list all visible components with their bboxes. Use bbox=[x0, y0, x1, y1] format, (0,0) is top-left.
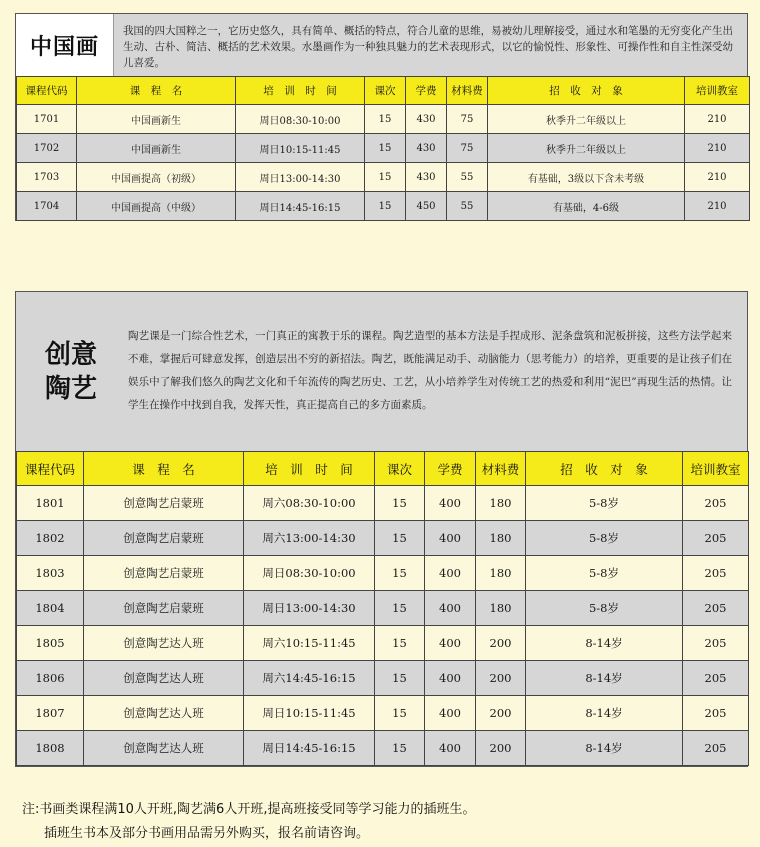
cell-classroom: 205 bbox=[683, 486, 749, 521]
cell-material-fee: 200 bbox=[476, 696, 526, 731]
cell-course-code: 1803 bbox=[17, 556, 84, 591]
cell-course-code: 1702 bbox=[17, 134, 77, 163]
cell-tuition: 430 bbox=[406, 105, 447, 134]
cell-sessions: 15 bbox=[375, 696, 425, 731]
cell-target-students: 5-8岁 bbox=[526, 521, 683, 556]
cell-course-name: 中国画提高（初级） bbox=[77, 163, 236, 192]
note-line-2: 插班生书本及部分书画用品需另外购买，报名前请咨询。 bbox=[44, 826, 370, 841]
cell-course-name: 创意陶艺启蒙班 bbox=[84, 521, 244, 556]
cell-tuition: 450 bbox=[406, 192, 447, 221]
table-row bbox=[17, 486, 749, 521]
cell-material-fee: 75 bbox=[447, 105, 488, 134]
cell-training-time: 周日08:30-10:00 bbox=[244, 556, 375, 591]
cell-sessions: 15 bbox=[375, 626, 425, 661]
cell-course-name: 创意陶艺达人班 bbox=[84, 696, 244, 731]
cell-sessions: 15 bbox=[365, 134, 406, 163]
cell-tuition: 430 bbox=[406, 134, 447, 163]
cell-target-students: 5-8岁 bbox=[526, 591, 683, 626]
cell-course-name: 创意陶艺启蒙班 bbox=[84, 591, 244, 626]
cell-course-name: 中国画提高（中级） bbox=[77, 192, 236, 221]
header-material-fee: 材料费 bbox=[447, 77, 488, 105]
cell-classroom: 205 bbox=[683, 696, 749, 731]
cell-sessions: 15 bbox=[375, 521, 425, 556]
section-title-line-2: 陶艺 bbox=[44, 373, 97, 404]
section-title bbox=[16, 292, 126, 451]
cell-tuition: 400 bbox=[425, 696, 476, 731]
header-target-students: 招 收 对 象 bbox=[488, 77, 685, 105]
cell-classroom: 205 bbox=[683, 521, 749, 556]
cell-material-fee: 200 bbox=[476, 661, 526, 696]
cell-tuition: 400 bbox=[425, 731, 476, 766]
cell-training-time: 周日14:45-16:15 bbox=[236, 192, 365, 221]
cell-course-code: 1805 bbox=[17, 626, 84, 661]
cell-training-time: 周日13:00-14:30 bbox=[236, 163, 365, 192]
header-training-time: 培 训 时 间 bbox=[236, 77, 365, 105]
cell-target-students: 5-8岁 bbox=[526, 556, 683, 591]
cell-material-fee: 180 bbox=[476, 521, 526, 556]
cell-course-name: 创意陶艺启蒙班 bbox=[84, 556, 244, 591]
cell-sessions: 15 bbox=[375, 661, 425, 696]
cell-tuition: 400 bbox=[425, 591, 476, 626]
note-line-1: 注:书画类课程满10人开班,陶艺满6人开班,提高班接受同等学习能力的插班生。 bbox=[22, 802, 476, 817]
cell-tuition: 430 bbox=[406, 163, 447, 192]
table-row bbox=[17, 696, 749, 731]
cell-training-time: 周日08:30-10:00 bbox=[236, 105, 365, 134]
cell-classroom: 210 bbox=[685, 105, 750, 134]
cell-sessions: 15 bbox=[375, 591, 425, 626]
table-row bbox=[17, 626, 749, 661]
cell-training-time: 周六10:15-11:45 bbox=[244, 626, 375, 661]
cell-target-students: 8-14岁 bbox=[526, 731, 683, 766]
table-row bbox=[17, 591, 749, 626]
cell-training-time: 周六13:00-14:30 bbox=[244, 521, 375, 556]
section-header bbox=[16, 14, 747, 76]
cell-target-students: 秋季升二年级以上 bbox=[488, 105, 685, 134]
cell-sessions: 15 bbox=[375, 731, 425, 766]
cell-course-code: 1802 bbox=[17, 521, 84, 556]
cell-classroom: 210 bbox=[685, 134, 750, 163]
cell-sessions: 15 bbox=[375, 486, 425, 521]
cell-course-name: 中国画新生 bbox=[77, 105, 236, 134]
cell-course-code: 1703 bbox=[17, 163, 77, 192]
cell-course-name: 创意陶艺达人班 bbox=[84, 661, 244, 696]
table-row bbox=[17, 556, 749, 591]
cell-material-fee: 180 bbox=[476, 556, 526, 591]
cell-training-time: 周六14:45-16:15 bbox=[244, 661, 375, 696]
section-title: 中国画 bbox=[16, 14, 114, 76]
header-course-code: 课程代码 bbox=[17, 452, 84, 486]
cell-tuition: 400 bbox=[425, 661, 476, 696]
cell-material-fee: 75 bbox=[447, 134, 488, 163]
header-classroom: 培训教室 bbox=[683, 452, 749, 486]
section-intro: 我国的四大国粹之一，它历史悠久，具有简单、概括的特点，符合儿童的思维，易被幼儿理解接受，通过水和笔墨的无穷变化产生出生动、古朴、简洁、概括的艺术效果。水墨画作为一种独具魅力的艺术表现形式，以它的愉悦性、形象性、可操作性和自主性深受幼儿喜爱。 bbox=[123, 25, 733, 69]
header-course-code: 课程代码 bbox=[17, 77, 77, 105]
cell-sessions: 15 bbox=[365, 192, 406, 221]
cell-tuition: 400 bbox=[425, 556, 476, 591]
cell-material-fee: 180 bbox=[476, 591, 526, 626]
chinese-painting-section bbox=[15, 13, 748, 221]
table-header-row bbox=[17, 77, 750, 105]
table-row bbox=[17, 192, 750, 221]
course-table bbox=[16, 76, 750, 221]
table-row bbox=[17, 134, 750, 163]
cell-tuition: 400 bbox=[425, 486, 476, 521]
header-tuition: 学费 bbox=[406, 77, 447, 105]
cell-course-code: 1807 bbox=[17, 696, 84, 731]
cell-course-code: 1808 bbox=[17, 731, 84, 766]
table-row bbox=[17, 731, 749, 766]
cell-course-name: 中国画新生 bbox=[77, 134, 236, 163]
cell-target-students: 8-14岁 bbox=[526, 661, 683, 696]
cell-material-fee: 55 bbox=[447, 192, 488, 221]
table-header-row bbox=[17, 452, 749, 486]
section-intro: 陶艺课是一门综合性艺术，一门真正的寓教于乐的课程。陶艺造型的基本方法是手捏成形、泥条盘筑和泥板拼接，这些方法学起来不难，掌握后可肆意发挥，创造层出不穷的新招法。陶艺，既能满足动手、动脑能力（思考能力）的培养，更重要的是让孩子们在娱乐中了解我们悠久的陶艺文化和千年流传的陶艺历史、工艺，从小培养学生对传统工艺的热爱和利用“泥巴”再现生活的热情。让学生在操作中找到自我，发挥天性，真正提高自己的多方面素质。 bbox=[128, 330, 732, 411]
header-sessions: 课次 bbox=[365, 77, 406, 105]
cell-classroom: 205 bbox=[683, 731, 749, 766]
cell-course-code: 1806 bbox=[17, 661, 84, 696]
cell-classroom: 205 bbox=[683, 626, 749, 661]
cell-classroom: 210 bbox=[685, 192, 750, 221]
table-row bbox=[17, 521, 749, 556]
cell-target-students: 5-8岁 bbox=[526, 486, 683, 521]
cell-training-time: 周六08:30-10:00 bbox=[244, 486, 375, 521]
section-title-line-1: 创意 bbox=[44, 339, 97, 370]
cell-tuition: 400 bbox=[425, 521, 476, 556]
table-body bbox=[17, 486, 749, 766]
cell-classroom: 205 bbox=[683, 661, 749, 696]
cell-course-code: 1804 bbox=[17, 591, 84, 626]
cell-classroom: 205 bbox=[683, 591, 749, 626]
cell-target-students: 有基础，3级以下含未考级 bbox=[488, 163, 685, 192]
table-row bbox=[17, 163, 750, 192]
cell-training-time: 周日14:45-16:15 bbox=[244, 731, 375, 766]
cell-material-fee: 55 bbox=[447, 163, 488, 192]
cell-material-fee: 200 bbox=[476, 731, 526, 766]
cell-tuition: 400 bbox=[425, 626, 476, 661]
cell-classroom: 205 bbox=[683, 556, 749, 591]
cell-course-code: 1701 bbox=[17, 105, 77, 134]
cell-course-code: 1704 bbox=[17, 192, 77, 221]
header-classroom: 培训教室 bbox=[685, 77, 750, 105]
header-tuition: 学费 bbox=[425, 452, 476, 486]
header-sessions: 课次 bbox=[375, 452, 425, 486]
cell-sessions: 15 bbox=[365, 163, 406, 192]
cell-classroom: 210 bbox=[685, 163, 750, 192]
table-row bbox=[17, 661, 749, 696]
cell-material-fee: 180 bbox=[476, 486, 526, 521]
cell-training-time: 周日10:15-11:45 bbox=[244, 696, 375, 731]
cell-training-time: 周日13:00-14:30 bbox=[244, 591, 375, 626]
cell-target-students: 秋季升二年级以上 bbox=[488, 134, 685, 163]
header-material-fee: 材料费 bbox=[476, 452, 526, 486]
cell-course-name: 创意陶艺达人班 bbox=[84, 731, 244, 766]
header-course-name: 课 程 名 bbox=[84, 452, 244, 486]
cell-course-code: 1801 bbox=[17, 486, 84, 521]
cell-target-students: 8-14岁 bbox=[526, 696, 683, 731]
cell-course-name: 创意陶艺达人班 bbox=[84, 626, 244, 661]
course-table bbox=[16, 451, 749, 766]
creative-pottery-section bbox=[15, 291, 748, 767]
cell-target-students: 有基础，4-6级 bbox=[488, 192, 685, 221]
header-target-students: 招 收 对 象 bbox=[526, 452, 683, 486]
cell-target-students: 8-14岁 bbox=[526, 626, 683, 661]
header-training-time: 培 训 时 间 bbox=[244, 452, 375, 486]
cell-sessions: 15 bbox=[365, 105, 406, 134]
cell-course-name: 创意陶艺启蒙班 bbox=[84, 486, 244, 521]
section-header bbox=[16, 292, 747, 451]
cell-sessions: 15 bbox=[375, 556, 425, 591]
cell-material-fee: 200 bbox=[476, 626, 526, 661]
header-course-name: 课 程 名 bbox=[77, 77, 236, 105]
cell-training-time: 周日10:15-11:45 bbox=[236, 134, 365, 163]
table-row bbox=[17, 105, 750, 134]
table-body bbox=[17, 105, 750, 221]
